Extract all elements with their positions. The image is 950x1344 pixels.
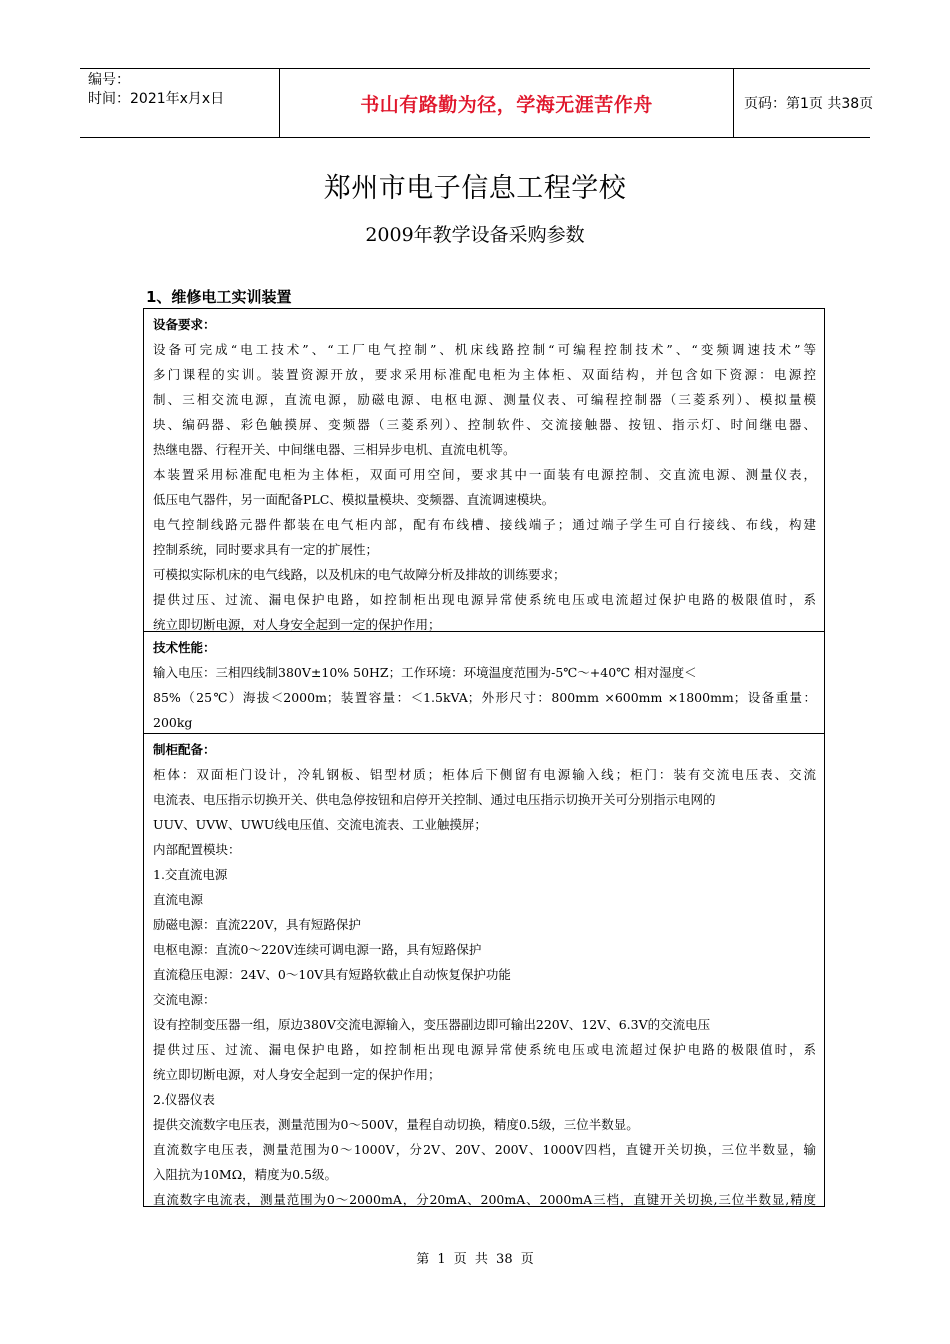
- text-line: 多门课程的实训。装置资源开放，要求采用标准配电柜为主体柜、双面结构，并包含如下资源：电源控: [153, 367, 816, 382]
- text-line: 设备可完成“电工技术”、“工厂电气控制”、机床线路控制“可编程控制技术”、“变频调速技术”等: [153, 342, 816, 357]
- text-line: 可模拟实际机床的电气线路，以及机床的电气故障分析及排故的训练要求；: [153, 567, 566, 582]
- document-subtitle: 2009年教学设备采购参数: [365, 224, 585, 246]
- text-line: 柜体：双面柜门设计，冷轧钢板、铝型材质；柜体后下侧留有电源输入线；柜门：装有交流电压表、交流: [153, 767, 816, 782]
- text-line: 输入电压：三相四线制380V±10% 50HZ；工作环境：环境温度范围为-5℃～+40℃ 相对湿度＜: [153, 665, 697, 680]
- header-page-info: 页码：第1页 共38页: [744, 96, 874, 112]
- text-line: 85%（25℃）海拔＜2000m；装置容量：＜1.5kVA；外形尺寸：800mm ×600mm ×1800mm；设备重量：: [153, 690, 816, 705]
- text-line: 提供过压、过流、漏电保护电路，如控制柜出现电源异常使系统电压或电流超过保护电路的极限值时，系: [153, 592, 816, 607]
- text-line: 电流表、电压指示切换开关、供电急停按钮和启停开关控制、通过电压指示切换开关可分别指示电网的: [153, 792, 716, 807]
- document-title: 郑州市电子信息工程学校: [323, 173, 627, 204]
- text-line: 控制系统，同时要求具有一定的扩展性；: [153, 542, 379, 557]
- text-line: 励磁电源：直流220V，具有短路保护: [153, 917, 361, 932]
- text-line: 设有控制变压器一组，原边380V交流电源输入，变压器副边即可输出220V、12V、6.3V的交流电压: [153, 1017, 711, 1032]
- text-line: 热继电器、行程开关、中间继电器、三相异步电机、直流电机等。: [153, 442, 516, 457]
- text-line: 提供过压、过流、漏电保护电路，如控制柜出现电源异常使系统电压或电流超过保护电路的极限值时，系: [153, 1042, 816, 1057]
- equipment-requirements-cell: [144, 309, 824, 632]
- text-line: 电气控制线路元器件都装在电气柜内部，配有布线槽、接线端子；通过端子学生可自行接线、布线，构建: [153, 517, 816, 532]
- document-number-label: 编号：: [88, 72, 130, 88]
- document-time-label: 时间：2021年x月x日: [88, 91, 225, 107]
- spec-table: [143, 308, 825, 1207]
- text-line: 块、编码器、彩色触摸屏、变频器（三菱系列）、控制软件、交流接触器、按钮、指示灯、时间继电器、: [153, 417, 816, 432]
- text-line: 直流数字电压表，测量范围为0～1000V，分2V、20V、200V、1000V四档，直键开关切换，三位半数显，输: [153, 1142, 816, 1157]
- page-footer: 第 1 页 共 38 页: [416, 1252, 534, 1267]
- text-line: 制、三相交流电源，直流电源，励磁电源、电枢电源、测量仪表、可编程控制器（三菱系列）、模拟量模: [153, 392, 816, 407]
- cell-label: 设备要求：: [153, 317, 216, 332]
- text-line: 直流稳压电源：24V、0～10V具有短路软截止自动恢复保护功能: [153, 967, 511, 982]
- text-line: 直流电源: [153, 892, 204, 907]
- text-line: 本装置采用标准配电柜为主体柜，双面可用空间，要求其中一面装有电源控制、交直流电源、测量仪表，: [153, 467, 816, 482]
- text-line: 统立即切断电源，对人身安全起到一定的保护作用；: [153, 1067, 441, 1082]
- section-heading: 1、维修电工实训装置: [146, 288, 292, 306]
- cell-label: 技术性能：: [153, 640, 216, 655]
- page-header: [80, 68, 874, 138]
- cabinet-configuration-cell: [144, 734, 824, 1206]
- header-meta-cell: [80, 69, 280, 137]
- technical-performance-cell: [144, 632, 824, 734]
- text-line: 2.仪器仪表: [153, 1092, 215, 1107]
- text-line: 交流电源：: [153, 992, 216, 1007]
- cell-label: 制柜配备：: [153, 742, 216, 757]
- text-line: 提供交流数字电压表，测量范围为0～500V，量程自动切换，精度0.5级，三位半数显。: [153, 1117, 639, 1132]
- text-line: 电枢电源：直流0～220V连续可调电源一路，具有短路保护: [153, 942, 482, 957]
- text-line: UUV、UVW、UWU线电压值、交流电流表、工业触摸屏；: [153, 817, 487, 832]
- header-motto: 书山有路勤为径，学海无涯苦作舟: [280, 69, 734, 137]
- text-line: 入阻抗为10MΩ，精度为0.5级。: [153, 1167, 337, 1182]
- text-line: 低压电气器件，另一面配备PLC、模拟量模块、变频器、直流调速模块。: [153, 492, 555, 507]
- text-line: 直流数字电流表，测量范围为0～2000mA，分20mA、200mA、2000mA三档，直键开关切换,三位半数显,精度: [153, 1192, 816, 1207]
- text-line: 内部配置模块：: [153, 842, 241, 857]
- text-line: 200kg: [153, 715, 193, 730]
- text-line: 统立即切断电源，对人身安全起到一定的保护作用；: [153, 617, 441, 632]
- text-line: 1.交直流电源: [153, 867, 228, 882]
